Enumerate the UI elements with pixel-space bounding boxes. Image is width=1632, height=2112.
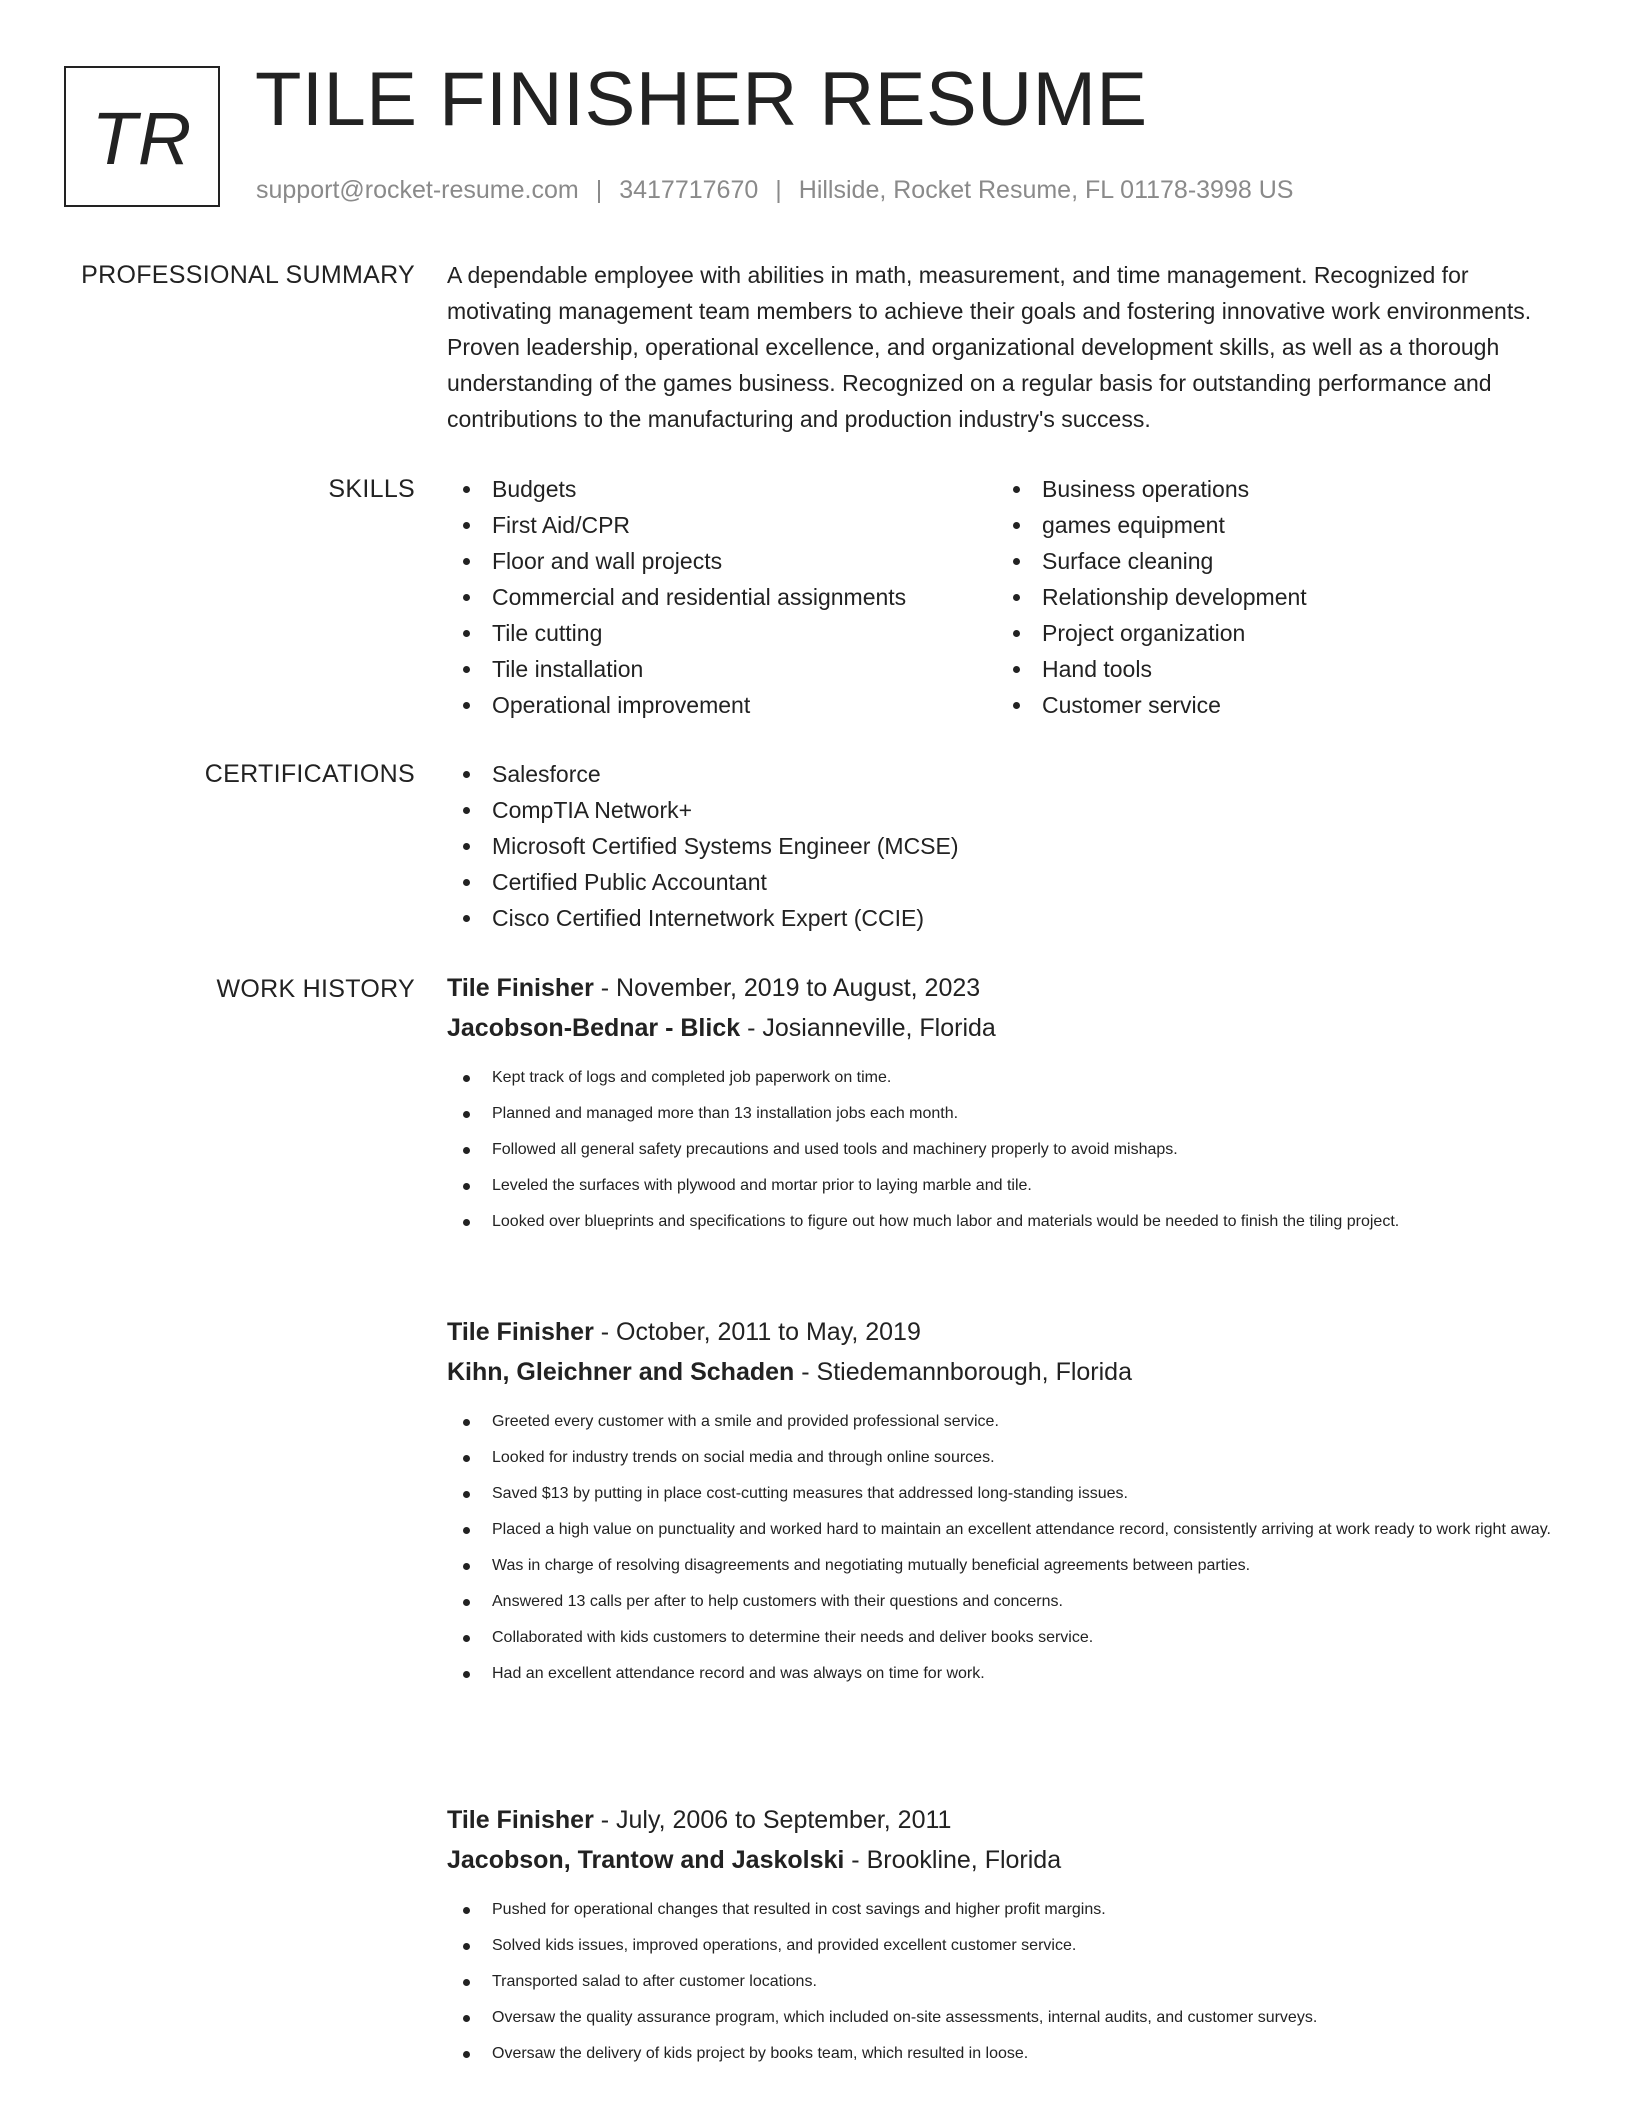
summary-body xyxy=(447,257,1567,437)
job-title: Tile Finisher xyxy=(447,974,594,1002)
job-location: - Brookline, Florida xyxy=(844,1846,1062,1874)
skill-item: Business operations xyxy=(997,471,1547,507)
skill-item: First Aid/CPR xyxy=(447,507,997,543)
job-location: - Josianneville, Florida xyxy=(740,1014,996,1042)
job-title: Tile Finisher xyxy=(447,1806,594,1834)
skill-item: Floor and wall projects xyxy=(447,543,997,579)
skill-item: Hand tools xyxy=(997,651,1547,687)
skills-body xyxy=(447,471,1567,723)
job-duty: Looked over blueprints and specifications to figure out how much labor and materials would be needed to finish the tiling project. xyxy=(447,1204,1567,1240)
job-company-line xyxy=(447,1352,1567,1392)
certification-item: Cisco Certified Internetwork Expert (CCIE) xyxy=(447,900,1567,936)
monogram-initials: TR xyxy=(91,96,193,180)
job-duty: Leveled the surfaces with plywood and mortar prior to laying marble and tile. xyxy=(447,1168,1567,1204)
contact-address: Hillside, Rocket Resume, FL 01178-3998 US xyxy=(798,176,1294,204)
job-company: Jacobson-Bednar - Blick xyxy=(447,1014,741,1042)
job-duty: Pushed for operational changes that resulted in cost savings and higher profit margins. xyxy=(447,1892,1567,1928)
skills-column-1 xyxy=(447,471,997,723)
skill-item: Tile cutting xyxy=(447,615,997,651)
contact-separator: | xyxy=(595,176,603,204)
certification-item: Microsoft Certified Systems Engineer (MCSE) xyxy=(447,828,1567,864)
skills-label: SKILLS xyxy=(328,475,415,503)
summary-text: A dependable employee with abilities in math, measurement, and time management. Recognized for motivating management team members to achieve their goals and fostering innovative work environments. Proven leadership, operational excellence, and organizational development skills, as well as a thorough understanding of the games business. Recognized on a regular basis for outstanding performance and contributions to the manufacturing and production industry's success. xyxy=(447,262,1532,432)
job-company: Kihn, Gleichner and Schaden xyxy=(447,1358,795,1386)
skill-item: games equipment xyxy=(997,507,1547,543)
summary-label: PROFESSIONAL SUMMARY xyxy=(81,261,415,289)
job-duty: Placed a high value on punctuality and worked hard to maintain an excellent attendance record, consistently arriving at work ready to work right away. xyxy=(447,1512,1567,1548)
job-title-line xyxy=(447,1312,1567,1352)
job-company: Jacobson, Trantow and Jaskolski xyxy=(447,1846,845,1874)
certifications-list xyxy=(447,756,1567,936)
job-duty: Collaborated with kids customers to determine their needs and deliver books service. xyxy=(447,1620,1567,1656)
contact-line xyxy=(256,176,1293,205)
skill-item: Tile installation xyxy=(447,651,997,687)
certification-item: CompTIA Network+ xyxy=(447,792,1567,828)
monogram-logo xyxy=(64,66,220,207)
job-duty: Transported salad to after customer locations. xyxy=(447,1964,1567,2000)
job-duty: Was in charge of resolving disagreements and negotiating mutually beneficial agreements between parties. xyxy=(447,1548,1567,1584)
contact-separator: | xyxy=(775,176,782,204)
skill-item: Relationship development xyxy=(997,579,1547,615)
job-dates: - November, 2019 to August, 2023 xyxy=(593,974,981,1002)
job-title-line xyxy=(447,1800,1567,1840)
job-duty: Had an excellent attendance record and was always on time for work. xyxy=(447,1656,1567,1692)
job-entry xyxy=(447,1312,1567,1692)
certifications-body xyxy=(447,756,1567,936)
job-duty: Greeted every customer with a smile and provided professional service. xyxy=(447,1404,1567,1440)
skills-column-2 xyxy=(997,471,1547,723)
job-dates: - July, 2006 to September, 2011 xyxy=(593,1806,952,1834)
skill-item: Customer service xyxy=(997,687,1547,723)
certifications-label: CERTIFICATIONS xyxy=(204,760,415,788)
job-duties xyxy=(447,1404,1567,1692)
job-title: Tile Finisher xyxy=(447,1318,594,1346)
work-history-label: WORK HISTORY xyxy=(216,975,415,1003)
job-duty: Answered 13 calls per after to help customers with their questions and concerns. xyxy=(447,1584,1567,1620)
job-dates: - October, 2011 to May, 2019 xyxy=(593,1318,921,1346)
job-title-line xyxy=(447,968,1567,1008)
contact-phone: 3417717670 xyxy=(619,176,759,204)
skill-item: Commercial and residential assignments xyxy=(447,579,997,615)
job-company-line xyxy=(447,1008,1567,1048)
job-duty: Looked for industry trends on social media and through online sources. xyxy=(447,1440,1567,1476)
job-location: - Stiedemannborough, Florida xyxy=(794,1358,1132,1386)
resume-title: TILE FINISHER RESUME xyxy=(255,57,1148,142)
skill-item: Operational improvement xyxy=(447,687,997,723)
job-company-line xyxy=(447,1840,1567,1880)
job-duty: Saved $13 by putting in place cost-cutting measures that addressed long-standing issues. xyxy=(447,1476,1567,1512)
job-entry xyxy=(447,968,1567,1240)
job-duty: Followed all general safety precautions and used tools and machinery properly to avoid mishaps. xyxy=(447,1132,1567,1168)
contact-email: support@rocket-resume.com xyxy=(256,176,579,204)
job-duty: Planned and managed more than 13 installation jobs each month. xyxy=(447,1096,1567,1132)
job-entry xyxy=(447,1800,1567,2072)
skill-item: Budgets xyxy=(447,471,997,507)
job-duty: Oversaw the delivery of kids project by books team, which resulted in loose. xyxy=(447,2036,1567,2072)
certification-item: Certified Public Accountant xyxy=(447,864,1567,900)
skill-item: Surface cleaning xyxy=(997,543,1547,579)
job-duty: Solved kids issues, improved operations, and provided excellent customer service. xyxy=(447,1928,1567,1964)
skill-item: Project organization xyxy=(997,615,1547,651)
job-duties xyxy=(447,1060,1567,1240)
certification-item: Salesforce xyxy=(447,756,1567,792)
job-duties xyxy=(447,1892,1567,2072)
job-duty: Kept track of logs and completed job paperwork on time. xyxy=(447,1060,1567,1096)
job-duty: Oversaw the quality assurance program, which included on-site assessments, internal audits, and customer surveys. xyxy=(447,2000,1567,2036)
